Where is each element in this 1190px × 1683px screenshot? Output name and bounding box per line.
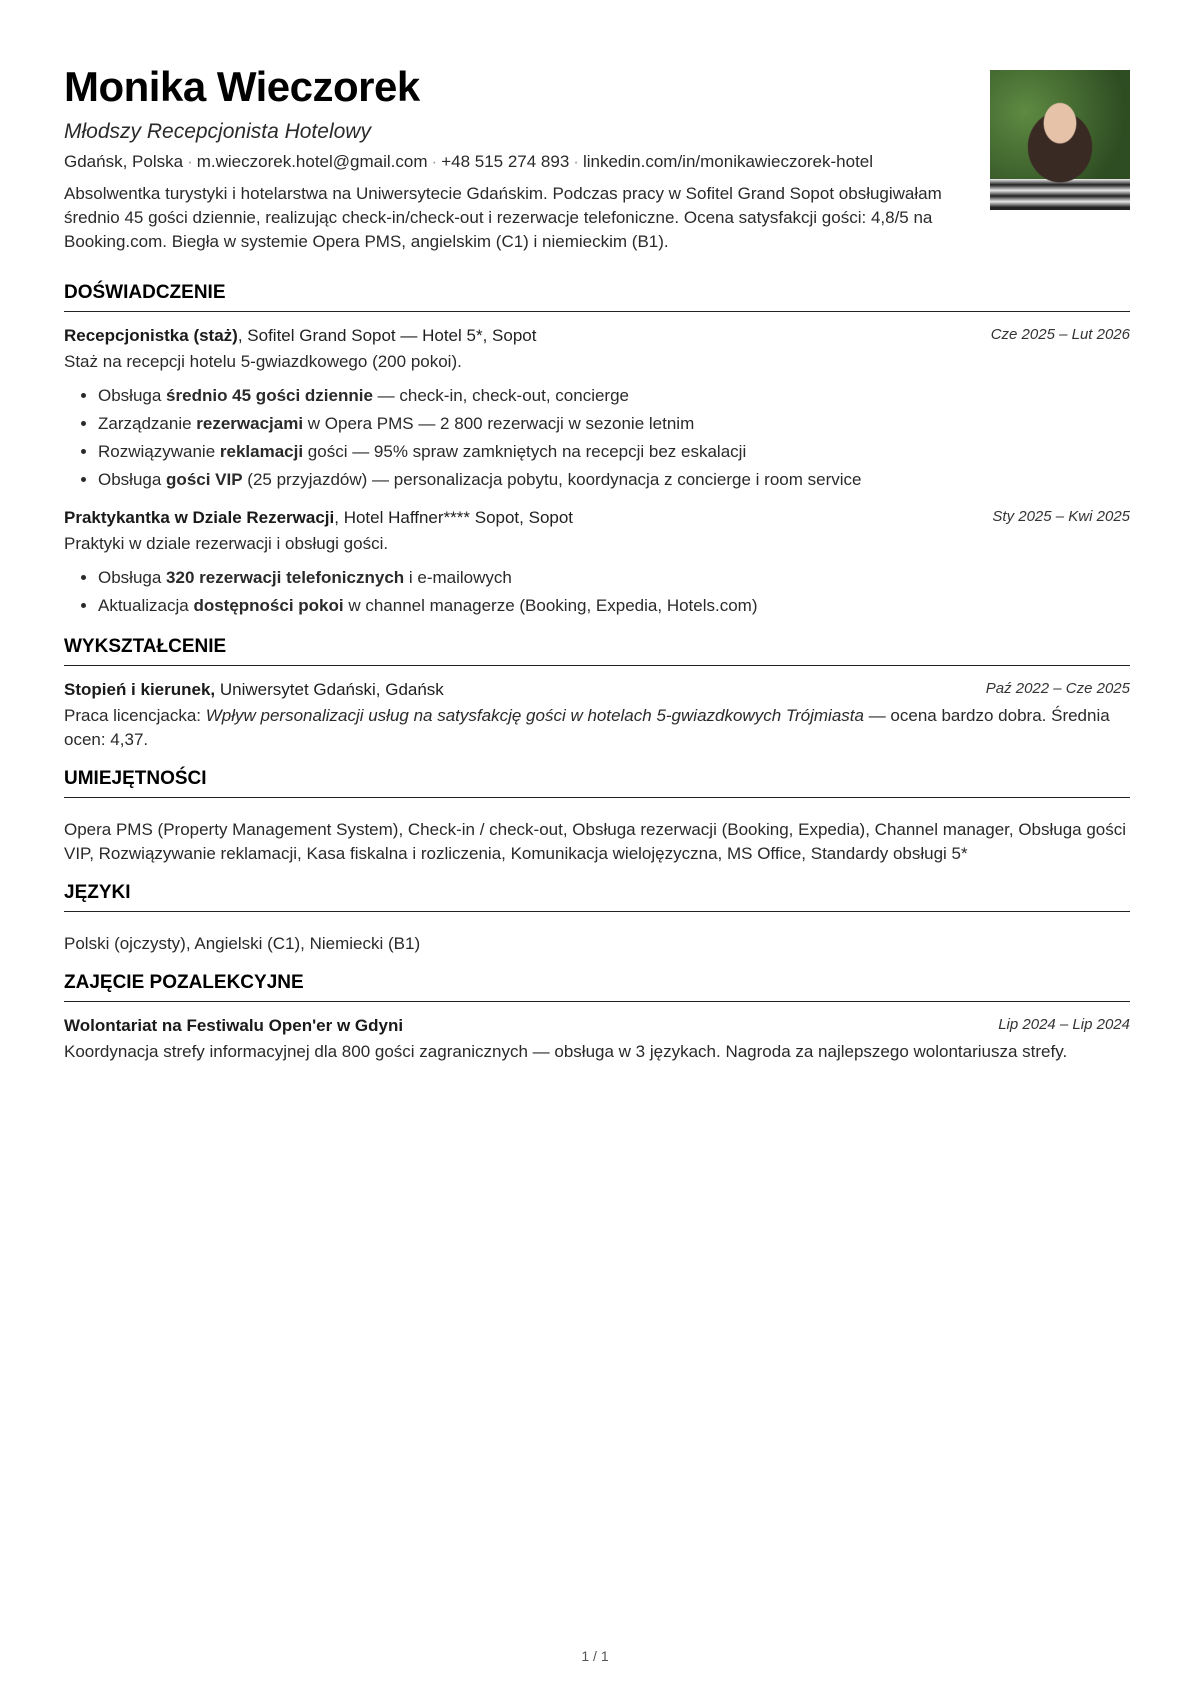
list-item: • Zarządzanie rezerwacjami w Opera PMS — 2 800 rezerwacji w sezonie letnim [98,410,1130,438]
list-item: • Aktualizacja dostępności pokoi w channel managerze (Booking, Expedia, Hotels.com) [98,592,1130,620]
section-heading: WYKSZTAŁCENIE [64,636,1130,666]
activity-title: Wolontariat na Festiwalu Open'er w Gdyni [64,1016,404,1035]
education-entry [64,680,1130,752]
list-item: • Obsługa 320 rezerwacji telefonicznych i e-mailowych [98,564,1130,592]
list-item: • Obsługa gości VIP (25 przyjazdów) — personalizacja pobytu, koordynacja z concierge i room service [98,466,1130,494]
education-section [64,636,1130,752]
school: Uniwersytet Gdański, Gdańsk [215,680,444,699]
resume-header [64,63,1130,266]
date-range: Paź 2022 – Cze 2025 [985,680,1130,697]
role: Recepcjonistka (staż) [64,326,238,345]
entry-description: Praktyki w dziale rezerwacji i obsługi gości. [64,534,389,553]
candidate-name: Monika Wieczorek [64,63,420,110]
experience-entry [64,508,1130,620]
entry-description: Staż na recepcji hotelu 5-gwiazdkowego (200 pokoi). [64,352,462,371]
separator: · [431,152,438,171]
organization: , Sofitel Grand Sopot — Hotel 5*, Sopot [237,326,537,345]
experience-entry [64,326,1130,494]
profile-photo [990,70,1130,210]
section-heading: UMIEJĘTNOŚCI [64,768,1130,798]
profile-summary: Absolwentka turystyki i hotelarstwa na Uniwersytecie Gdańskim. Podczas pracy w Sofitel Grand Sopot obsługiwałam średnio 45 gości dziennie, realizując check-in/check-out i rezerwacje telefoniczne. Ocena satysfakcji gości: 4,8/5 na Booking.com. Biegła w systemie Opera PMS, angielskim (C1) i niemieckim (B1). [64,184,942,251]
list-item: • Obsługa średnio 45 gości dziennie — check-in, check-out, concierge [98,382,1130,410]
languages-list: Polski (ojczysty), Angielski (C1), Niemiecki (B1) [64,934,421,953]
experience-section [64,282,1130,620]
page-number: 1 / 1 [581,1648,609,1664]
job-title: Młodszy Recepcjonista Hotelowy [64,120,371,143]
date-range: Cze 2025 – Lut 2026 [990,326,1130,343]
section-heading: JĘZYKI [64,882,1130,912]
skills-list: Opera PMS (Property Management System), Check-in / check-out, Obsługa rezerwacji (Booking, Expedia), Channel manager, Obsługa gości VIP, Rozwiązywanie reklamacji, Kasa fiskalna i rozliczenia, Komunikacja wielojęzyczna, MS Office, Standardy obsługi 5* [64,820,1127,863]
languages-section [64,882,1130,956]
date-range: Lip 2024 – Lip 2024 [998,1016,1130,1033]
location: Gdańsk, Polska [64,152,184,171]
degree: Stopień i kierunek, [64,680,216,699]
achievement-list [64,382,1130,494]
skills-section [64,768,1130,866]
extracurricular-entry [64,1016,1130,1064]
separator: · [573,152,579,171]
section-heading: DOŚWIADCZENIE [64,282,1130,312]
entry-description: Koordynacja strefy informacyjnej dla 800 gości zagranicznych — obsługa w 3 językach. Nagroda za najlepszego wolontariusza strefy. [64,1042,1068,1061]
list-item: • Rozwiązywanie reklamacji gości — 95% spraw zamkniętych na recepcji bez eskalacji [98,438,1130,466]
extracurricular-section [64,972,1130,1064]
section-heading: ZAJĘCIE POZALEKCYJNE [64,972,1130,1002]
thesis: Praca licencjacka: Wpływ personalizacji usług na satysfakcję gości w hotelach 5-gwiazdkowych Trójmiasta — ocena bardzo dobra. Średnia ocen: 4,37. [64,706,1110,749]
email-link[interactable]: m.wieczorek.hotel@gmail.com [196,152,428,171]
organization: , Hotel Haffner**** Sopot, Sopot [334,508,574,527]
separator: · [187,152,193,171]
achievement-list [64,564,1130,620]
linkedin-link[interactable]: linkedin.com/in/monikawieczorek-hotel [582,152,874,171]
phone: +48 515 274 893 [441,152,570,171]
date-range: Sty 2025 – Kwi 2025 [992,508,1130,525]
resume-page [64,60,1130,1064]
contact-line [64,152,1130,172]
role: Praktykantka w Dziale Rezerwacji [64,508,335,527]
